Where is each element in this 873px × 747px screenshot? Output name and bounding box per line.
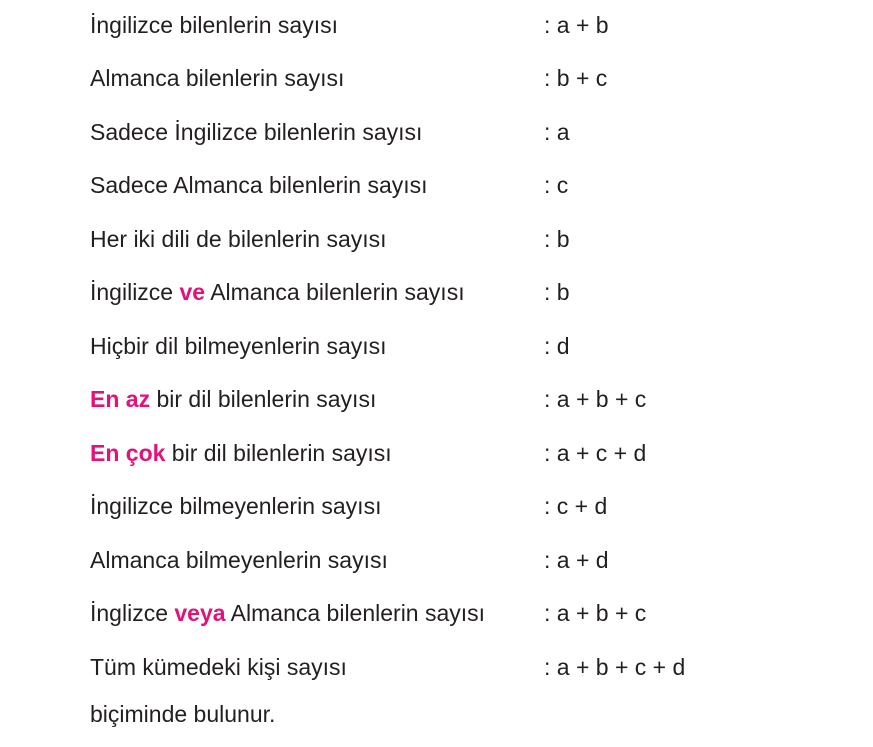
highlight-word: veya xyxy=(174,600,226,626)
row-value: : a xyxy=(544,119,570,145)
row-label: Sadece İngilizce bilenlerin sayısı xyxy=(90,119,423,145)
row-label: Hiçbir dil bilmeyenlerin sayısı xyxy=(90,333,387,359)
highlight-word: ve xyxy=(179,279,206,305)
row-label: Sadece Almanca bilenlerin sayısı xyxy=(90,172,428,198)
row-value: : a + d xyxy=(544,547,609,573)
row-label: İngilizce bilenlerin sayısı xyxy=(90,12,339,38)
row-label: İngilizce bilmeyenlerin sayısı xyxy=(90,493,382,519)
row-both-languages xyxy=(0,224,873,254)
footer-text: biçiminde bulunur. xyxy=(90,701,276,727)
row-value: : b + c xyxy=(544,65,608,91)
row-not-english xyxy=(0,491,873,521)
row-value: : b xyxy=(544,226,570,252)
row-label: İngilizce ve Almanca bilenlerin sayısı xyxy=(90,279,465,305)
row-english-or-german xyxy=(0,598,873,628)
row-value: : c + d xyxy=(544,493,608,519)
row-only-english xyxy=(0,117,873,147)
highlight-word: En çok xyxy=(90,440,166,466)
row-value: : a + b + c xyxy=(544,386,647,412)
row-english-and-german xyxy=(0,277,873,307)
row-value: : a + b + c + d xyxy=(544,654,686,680)
row-value: : a + c + d xyxy=(544,440,647,466)
row-no-language xyxy=(0,331,873,361)
row-at-most-one xyxy=(0,438,873,468)
row-only-german xyxy=(0,170,873,200)
row-label: İnglizce veya Almanca bilenlerin sayısı xyxy=(90,600,486,626)
row-value: : c xyxy=(544,172,569,198)
row-label: En çok bir dil bilenlerin sayısı xyxy=(90,440,392,466)
row-value: : a + b + c xyxy=(544,600,647,626)
row-label: Almanca bilenlerin sayısı xyxy=(90,65,345,91)
row-german-speakers xyxy=(0,63,873,93)
row-value: : d xyxy=(544,333,570,359)
row-label: Her iki dili de bilenlerin sayısı xyxy=(90,226,387,252)
row-total-set xyxy=(0,652,873,682)
row-not-german xyxy=(0,545,873,575)
row-english-speakers xyxy=(0,10,873,40)
row-at-least-one xyxy=(0,384,873,414)
row-value: : b xyxy=(544,279,570,305)
row-label: Almanca bilmeyenlerin sayısı xyxy=(90,547,388,573)
highlight-word: En az xyxy=(90,386,151,412)
row-label: En az bir dil bilenlerin sayısı xyxy=(90,386,377,412)
row-value: : a + b xyxy=(544,12,609,38)
row-label: Tüm kümedeki kişi sayısı xyxy=(90,654,347,680)
